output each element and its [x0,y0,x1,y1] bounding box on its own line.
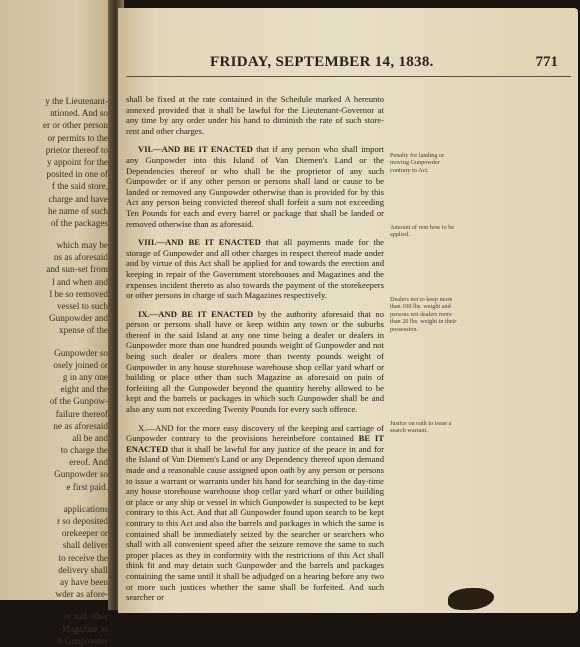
left-page-line: f the said store, [51,181,108,192]
left-page-line: and sun-set from [46,264,108,275]
left-page-line: e first paid. [66,481,108,492]
left-page-line: which may be [56,240,108,251]
section-x-heading: BE IT ENACTED [126,433,384,454]
left-page-gap [0,337,108,347]
left-page-line: ne as aforesaid [53,420,108,431]
section-viii [126,237,384,301]
paper-damage-stain [448,588,494,610]
left-page-line: g in any one [62,371,108,382]
left-page-line: shall deliver [62,540,108,551]
left-page-line: Gunpowder so [54,469,108,480]
right-page [118,8,578,613]
left-page-gap [0,229,108,239]
section-x-lead: X.—AND for the more easy discovery of the keeping and carriage of Gunpowder contrary to the provisions hereinbefore contained [126,422,384,444]
intro-paragraph: shall be fixed at the rate contained in the Schedule marked A hereunto annexed provided that it shall be lawful for the Lieutenant-Governor at any time by any order under his hand to diminish the rate of such store-rent and other charges. [126,94,384,136]
left-page-line: orekeeper or [61,528,108,539]
left-page-line: ot and other [64,611,108,622]
left-page-line: to receive the [58,552,108,563]
left-page-line: ntioned. And so [50,108,108,119]
left-page-line: delivery shall [58,564,108,575]
page-header [118,54,578,76]
section-viii-heading: VIII.—AND BE IT ENACTED [138,237,261,248]
margin-note-viii: Amount of rent how to be applied. [390,224,455,239]
section-viii-text: that all payments made for the storage of Gunpowder and all other charges in respect thereof made under and by virtue of this Act shall be applied for and towards the erection and keeping in repair of the Government storehouses and Magazines and the expenses incident thereto as also towards the payment of the storekeepers or other persons in charge of such Magazines respectively. [126,237,384,301]
section-ix [126,309,384,415]
left-page-line: wder as afore- [55,589,108,600]
left-page-line: vessel to such [56,301,108,311]
left-page-line: of the packages [50,217,108,228]
left-page-line: or permits to the [47,132,108,143]
left-page-line: Gunpowder so [54,347,108,358]
left-page-line: ay have been [60,576,108,587]
section-vii-heading: VII.—AND BE IT ENACTED [138,144,253,155]
section-x-text: that it shall be lawful for any justice of the peace in and for the Island of Van Diemen's Land or any Dependency thereof upon demand made and a reasonable cause assigned upon oath by any person or persons to issue a warrant or warrants under his hand for searching in the day-time any house storehouse warehouse shop cellar yard wharf or other building or place or any ship or vessel in which Gunpowder is suspected to be kept contrary to this Act. And that all Gunpowder found upon search to be kept contrary to this Act and also the barrels and packages in which the same is contained shall be immediately seized by the searcher or searchers who shall with all convenient speed after the seizure remove the same to such proper places as they in conformity with the restrictions of this Act shall think fit and may detain such Gunpowder and the barrels and packages containing the same until it shall be adjudged on a hearing before any two or more such justices whether the same shall be forfeited. And such searcher or [126,443,384,603]
margin-note-vii: Penalty for landing or moving Gunpowder contrary to Act. [390,152,445,174]
left-page-line: y the Lieutenant- [45,96,108,106]
left-page-line: all be and [72,432,108,443]
left-page-line: ereof. And [69,457,108,468]
left-page-line: to charge the [60,445,108,456]
left-page-line: charge and have [48,193,108,204]
left-page-line: Magazine as [61,623,108,634]
left-page-line: posited in one of [46,169,108,180]
left-page-line: failure thereof [55,408,108,419]
margin-note-ix: Dealers not to keep more than 100 lbs. weight and persons not dealers more than 20 lbs. weight in their possession. [390,296,457,333]
section-ix-heading: IX.—AND BE IT ENACTED [138,308,254,319]
left-page-line: eight and the [60,384,108,395]
left-page-line: he name of such [48,205,108,216]
left-page-line: applications [63,503,108,514]
left-page-line: er or other person [42,120,108,131]
left-page-line: of the Gunpow- [49,396,108,407]
left-page-line: Gunpowder and [49,313,108,324]
left-page-line: h Gunpowder [57,635,108,646]
left-page-line: ns as aforesaid [53,252,108,263]
left-page-text [0,95,108,647]
left-page-gap [0,600,108,610]
margin-note-x: Justice on oath to issue a search warrant. [390,420,452,435]
section-vii [126,144,384,229]
left-page-line: osely joined or [53,359,108,370]
left-page-line: xpense of the [59,325,108,336]
page-number: 771 [535,54,558,70]
left-page-line: l be so removed [49,288,108,299]
section-ix-text: by the authority aforesaid that no person or persons shall have or keep within any town or the suburbs thereof in the said Island at any one time being a dealer or dealers in Gunpowder more than one hundred pounds weight of Gunpowder and not being such dealer or dealers more than twenty pounds weight of Gunpowder in any house storehouse warehouse shop cellar yard wharf or building or place other than such Magazine as aforesaid on pain of forfeiting all the Gunpowder beyond the quantity hereby allowed to be kept and the barrels or packages in which such Gunpowder shall be and also any sum not exceeding Twenty Pounds for every such offence. [126,308,384,415]
section-vii-text: that if any person who shall import any Gunpowder into this Island of Van Diemen's Land or the Dependencies thereof or who shall be the proprietor of any such Gunpowder or if any other person or persons shall land or cause to be landed or removed any Gunpowder otherwise than is provided for by this Act any person being convicted thereof shall forfeit a sum not exceeding Ten Pounds for each and every barrel or package that shall be landed or removed otherwise than as aforesaid. [126,144,385,229]
header-rule [126,76,571,77]
page-body [126,94,384,611]
left-page-line: r so deposited [56,516,108,526]
left-page-line: l and when and [52,276,108,287]
left-page-line: prietor thereof to [45,144,108,155]
left-page-line: y appoint for the [47,156,108,167]
left-page [0,0,112,646]
left-page-gap [0,493,108,503]
section-x [126,423,384,603]
page-title: FRIDAY, SEPTEMBER 14, 1838. [210,54,434,70]
